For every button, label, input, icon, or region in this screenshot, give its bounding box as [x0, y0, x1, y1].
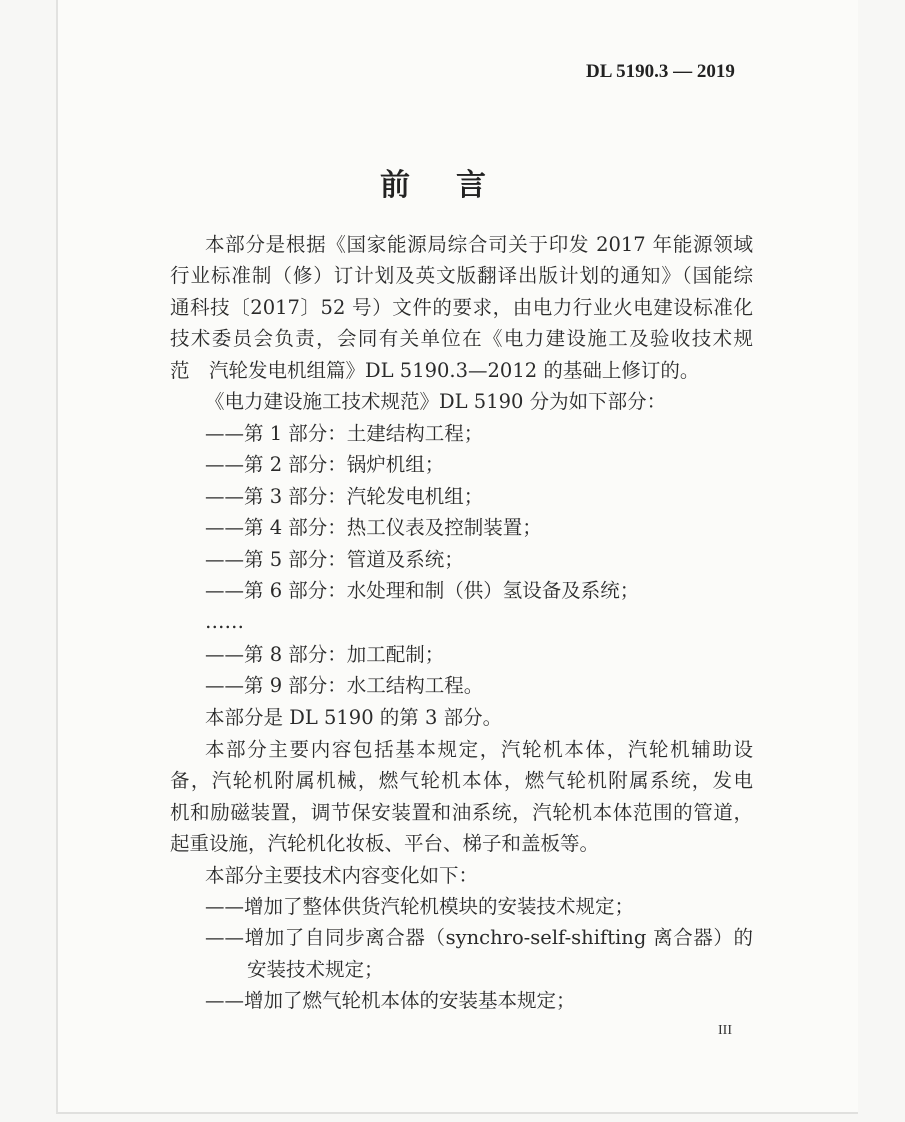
text-line: 本部分主要技术内容变化如下：: [205, 864, 479, 887]
list-item: ——第 5 部分：管道及系统；: [205, 548, 464, 571]
list-item: ——第 6 部分：水处理和制（供）氢设备及系统；: [205, 579, 640, 602]
list-item: ——第 8 部分：加工配制；: [205, 643, 445, 666]
list-item: ——第 1 部分：土建结构工程；: [205, 422, 484, 445]
list-item: ——第 3 部分：汽轮发电机组；: [205, 485, 484, 508]
ellipsis: ……: [205, 610, 244, 633]
text-line: 本部分是根据《国家能源局综合司关于印发 2017 年能源领域: [205, 233, 753, 256]
standard-number-header: DL 5190.3 — 2019: [586, 61, 735, 82]
list-item: ——增加了燃气轮机本体的安装基本规定；: [205, 989, 576, 1012]
text-line: 本部分是 DL 5190 的第 3 部分。: [205, 706, 503, 729]
text-line: 起重设施，汽轮机化妆板、平台、梯子和盖板等。: [170, 832, 600, 855]
list-item-continuation: 安装技术规定；: [247, 958, 384, 981]
text-line: 技术委员会负责，会同有关单位在《电力建设施工及验收技术规: [170, 327, 753, 350]
page-number: III: [718, 1023, 732, 1038]
text-line: 范 汽轮发电机组篇》DL 5190.3—2012 的基础上修订的。: [170, 359, 700, 382]
text-line: 《电力建设施工技术规范》DL 5190 分为如下部分：: [205, 390, 667, 413]
text-line: 备，汽轮机附属机械，燃气轮机本体，燃气轮机附属系统，发电: [170, 769, 753, 792]
list-item: ——增加了整体供货汽轮机模块的安装技术规定；: [205, 895, 635, 918]
list-item: ——第 9 部分：水工结构工程。: [205, 674, 484, 697]
text-line: 机和励磁装置，调节保安装置和油系统，汽轮机本体范围的管道，: [170, 801, 753, 824]
list-item: ——第 4 部分：热工仪表及控制装置；: [205, 516, 542, 539]
list-item: ——第 2 部分：锅炉机组；: [205, 453, 445, 476]
text-line: 本部分主要内容包括基本规定，汽轮机本体，汽轮机辅助设: [205, 738, 753, 761]
text-line: 行业标准制（修）订计划及英文版翻译出版计划的通知》（国能综: [170, 264, 753, 287]
page-title: 前言: [380, 168, 532, 203]
list-item: ——增加了自同步离合器（synchro-self-shifting 离合器）的: [205, 926, 753, 949]
text-line: 通科技〔2017〕52 号）文件的要求，由电力行业火电建设标准化: [170, 296, 753, 319]
